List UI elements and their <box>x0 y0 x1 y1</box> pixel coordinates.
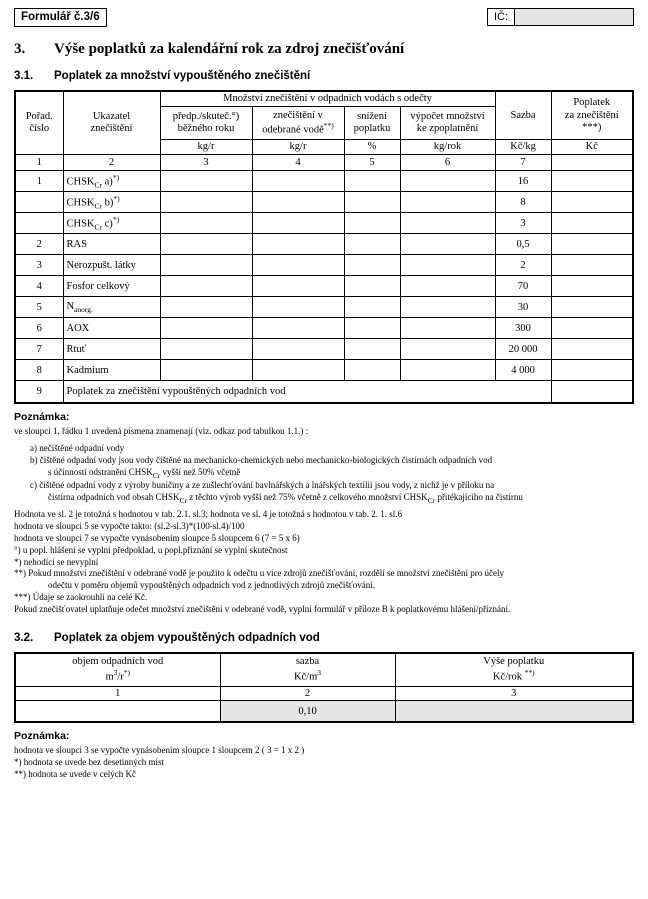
section-32-number: 3.2. <box>14 631 34 644</box>
cell-predpoklad[interactable] <box>160 276 252 297</box>
ico-box <box>487 8 634 26</box>
note-1-title: Poznámka: <box>14 411 70 424</box>
cell-predpoklad[interactable] <box>160 255 252 276</box>
cell-vypocet[interactable] <box>400 297 495 318</box>
cell-sazba-volume: 0,10 <box>220 700 395 722</box>
colnum-2: 2 <box>220 686 395 700</box>
cell-odebrana[interactable] <box>252 360 344 381</box>
cell-odebrana[interactable] <box>252 213 344 234</box>
row-index: 3 <box>15 255 63 276</box>
cell-snizeni[interactable] <box>344 360 400 381</box>
header-vyse-poplatku: Výše poplatku Kč/rok **) <box>395 653 633 687</box>
header-poradi: Pořad. číslo <box>15 91 63 155</box>
cell-poplatek[interactable] <box>551 255 633 276</box>
volume-header-row <box>15 653 633 687</box>
cell-sazba: 16 <box>495 171 551 192</box>
cell-odebrana[interactable] <box>252 339 344 360</box>
cell-vypocet[interactable] <box>400 213 495 234</box>
table-row <box>15 318 633 339</box>
unit-kckg: Kč/kg <box>495 140 551 155</box>
colnum-3: 3 <box>160 155 252 171</box>
note-line: °) u popl. hlášení se vyplní předpoklad, u popl.přiznání se vyplní skutečnost <box>14 544 288 555</box>
pollution-fee-table <box>14 90 634 404</box>
row-index <box>15 192 63 213</box>
cell-poplatek[interactable] <box>551 192 633 213</box>
form-id-badge: Formulář č.3/6 <box>14 8 107 27</box>
colnum-8 <box>551 155 633 171</box>
row-name: RAS <box>63 234 160 255</box>
cell-poplatek[interactable] <box>551 339 633 360</box>
row-name: $N_{anorg.}$ <box>63 297 160 318</box>
note-1-body <box>14 426 634 616</box>
cell-predpoklad[interactable] <box>160 234 252 255</box>
volume-fee-table <box>14 652 634 724</box>
cell-odebrana[interactable] <box>252 255 344 276</box>
note-line: **) Pokud množství znečištění v odebrané vodě je použito k odečtu u více zdrojů znečišťování, rozdělí se množství znečištění pro účely <box>14 568 504 579</box>
row-name: AOX <box>63 318 160 339</box>
cell-sazba: 70 <box>495 276 551 297</box>
section-31-title: Poplatek za množství vypouštěného znečištění <box>54 70 311 82</box>
header-snizeni: snížení poplatku <box>344 107 400 140</box>
unit-kgr-2: kg/r <box>252 140 344 155</box>
row-name: Kadmium <box>63 360 160 381</box>
table-row <box>15 276 633 297</box>
colnum-2: 2 <box>63 155 160 171</box>
table-row <box>15 171 633 192</box>
cell-vypocet[interactable] <box>400 255 495 276</box>
cell-vypocet[interactable] <box>400 318 495 339</box>
cell-odebrana[interactable] <box>252 192 344 213</box>
table-row <box>15 360 633 381</box>
ico-label: IČ: <box>488 9 515 25</box>
colnum-1: 1 <box>15 155 63 171</box>
note-line: ***) Údaje se zaokrouhlí na celé Kč. <box>14 592 148 603</box>
colnum-6: 6 <box>400 155 495 171</box>
note-line: ve sloupci 1, řádku 1 uvedená písmena znamenají (viz. odkaz pod tabulkou 1.1.) : <box>14 426 309 437</box>
cell-sazba: 30 <box>495 297 551 318</box>
row-index: 5 <box>15 297 63 318</box>
cell-sazba: 2 <box>495 255 551 276</box>
cell-vypocet[interactable] <box>400 234 495 255</box>
cell-predpoklad[interactable] <box>160 297 252 318</box>
colnum-1: 1 <box>15 686 220 700</box>
cell-predpoklad[interactable] <box>160 192 252 213</box>
cell-predpoklad[interactable] <box>160 339 252 360</box>
header-vypocet: výpočet množství ke zpoplatnění <box>400 107 495 140</box>
table-row <box>15 213 633 234</box>
row-index: 2 <box>15 234 63 255</box>
colnum-5: 5 <box>344 155 400 171</box>
table-row <box>15 234 633 255</box>
cell-vyse-poplatku[interactable] <box>395 700 633 722</box>
note-line: b) čištěné odpadní vody jsou vody čištěné na mechanicko-chemických nebo mechanicko-biologických čistírnách odpadních vod <box>30 454 493 465</box>
table-row <box>15 255 633 276</box>
header-ukazatel: Ukazatel znečištění <box>63 91 160 155</box>
note-line: **) hodnota se uvede v celých Kč <box>14 769 136 780</box>
cell-snizeni[interactable] <box>344 213 400 234</box>
note-line: čistírna odpadních vod obsah $CHSK_{Cr}$ z těchto výrob vyšší než 75% včetně z celkového množství $CHSK_{Cr}$ přitékajícího na čistírnu <box>48 492 523 506</box>
note-line: *) nehodící se nevyplní <box>14 556 99 567</box>
row-name: Nerozpušt. látky <box>63 255 160 276</box>
cell-vypocet[interactable] <box>400 360 495 381</box>
note-2-body <box>14 745 634 781</box>
row-name: Rtuť <box>63 339 160 360</box>
row-index: 8 <box>15 360 63 381</box>
cell-predpoklad[interactable] <box>160 171 252 192</box>
cell-snizeni[interactable] <box>344 255 400 276</box>
header-predpoklad: předp./skuteč.°) běžného roku <box>160 107 252 140</box>
colnum-4: 4 <box>252 155 344 171</box>
row-name: $CHSK_{Cr}$ c)*) <box>63 213 160 234</box>
row-name: $CHSK_{Cr}$ b)*) <box>63 192 160 213</box>
summary-value[interactable] <box>551 381 633 404</box>
summary-index: 9 <box>15 381 63 404</box>
cell-snizeni[interactable] <box>344 171 400 192</box>
section-32-title: Poplatek za objem vypouštěných odpadních vod <box>54 631 320 644</box>
cell-sazba: 3 <box>495 213 551 234</box>
note-2-title: Poznámka: <box>14 730 70 743</box>
table-row <box>15 192 633 213</box>
note-line: *) hodnota se uvede bez desetinných míst <box>14 757 164 768</box>
cell-predpoklad[interactable] <box>160 360 252 381</box>
cell-snizeni[interactable] <box>344 318 400 339</box>
row-index: 7 <box>15 339 63 360</box>
section-31-heading <box>14 70 634 82</box>
header-znecisteni-odebrane: znečištění v odebrané vodě**) <box>252 107 344 140</box>
ico-input[interactable] <box>515 9 633 25</box>
cell-sazba: 20 000 <box>495 339 551 360</box>
section-31-number: 3.1. <box>14 70 34 82</box>
cell-objem[interactable] <box>15 700 220 722</box>
cell-sazba: 300 <box>495 318 551 339</box>
cell-sazba: 8 <box>495 192 551 213</box>
cell-odebrana[interactable] <box>252 297 344 318</box>
volume-column-numbers-row <box>15 686 633 700</box>
cell-poplatek[interactable] <box>551 276 633 297</box>
cell-poplatek[interactable] <box>551 360 633 381</box>
unit-kgrok: kg/rok <box>400 140 495 155</box>
row-name: $CHSK_{Cr}$ a)*) <box>63 171 160 192</box>
cell-poplatek[interactable] <box>551 171 633 192</box>
cell-sazba: 4 000 <box>495 360 551 381</box>
note-line: hodnota ve sloupci 7 se vypočte vynásobením sloupce 5 sloupcem 6 (7 = 5 x 6) <box>14 532 300 543</box>
note-line: hodnota ve sloupci 5 se vypočte takto: (sl.2-sl.3)*(100-sl.4)/100 <box>14 520 245 531</box>
note-line: c) čištěné odpadní vody z výroby buničiny a ze zušlechťování bavlnářských a lnářských textilií jsou vody, z nichž je v příloku na <box>30 480 495 491</box>
cell-snizeni[interactable] <box>344 192 400 213</box>
note-line: odečtu v poměru objemů vypouštěných odpadních vod z jednotlivých zdrojů znečišťování. <box>48 580 376 591</box>
row-index: 4 <box>15 276 63 297</box>
note-line: Hodnota ve sl. 2 je totožná s hodnotou v tab. 2.1. sl.3; hodnota ve sl. 4 je totožná s hodnotou v tab. 2. 1. sl.6 <box>14 509 402 519</box>
note-line: a) nečištěné odpadní vody <box>30 443 125 453</box>
cell-snizeni[interactable] <box>344 339 400 360</box>
row-index <box>15 213 63 234</box>
header-poplatek: Poplatek za znečištění ***) <box>551 91 633 140</box>
header-objem: objem odpadních vod $m^3/r^{*)}$ <box>15 653 220 687</box>
table-row <box>15 297 633 318</box>
table-row <box>15 339 633 360</box>
unit-percent: % <box>344 140 400 155</box>
cell-poplatek[interactable] <box>551 297 633 318</box>
header-sazba-volume: sazba $Kč/m^3$ <box>220 653 395 687</box>
cell-snizeni[interactable] <box>344 297 400 318</box>
cell-poplatek[interactable] <box>551 318 633 339</box>
cell-vypocet[interactable] <box>400 171 495 192</box>
row-name: Fosfor celkový <box>63 276 160 297</box>
unit-kc: Kč <box>551 140 633 155</box>
note-line: hodnota ve sloupci 3 se vypočte vynásobením sloupce 1 sloupcem 2 ( 3 = 1 x 2 ) <box>14 745 305 756</box>
cell-predpoklad[interactable] <box>160 318 252 339</box>
section-3-number: 3. <box>14 41 26 57</box>
cell-odebrana[interactable] <box>252 318 344 339</box>
colnum-3: 3 <box>395 686 633 700</box>
summary-row <box>15 381 633 404</box>
colnum-7: 7 <box>495 155 551 171</box>
section-32-heading <box>14 632 634 644</box>
cell-poplatek[interactable] <box>551 213 633 234</box>
note-line: s účinností odstranění $CHSK_{Cr}$ vyšší než 50% včetně <box>48 466 241 480</box>
table-column-numbers-row <box>15 155 633 171</box>
section-3-heading <box>14 41 634 58</box>
cell-snizeni[interactable] <box>344 234 400 255</box>
cell-vypocet[interactable] <box>400 339 495 360</box>
row-index: 6 <box>15 318 63 339</box>
cell-sazba: 0,5 <box>495 234 551 255</box>
cell-odebrana[interactable] <box>252 276 344 297</box>
header-row <box>14 8 634 27</box>
cell-vypocet[interactable] <box>400 276 495 297</box>
unit-kgr-1: kg/r <box>160 140 252 155</box>
section-3-title: Výše poplatků za kalendářní rok za zdroj znečišťování <box>54 41 405 57</box>
cell-predpoklad[interactable] <box>160 213 252 234</box>
header-group-main: Množství znečištění v odpadních vodách s odečty <box>160 91 495 107</box>
summary-label: Poplatek za znečištění vypouštěných odpadních vod <box>63 381 551 404</box>
header-sazba: Sazba <box>495 91 551 140</box>
cell-odebrana[interactable] <box>252 234 344 255</box>
cell-snizeni[interactable] <box>344 276 400 297</box>
row-index: 1 <box>15 171 63 192</box>
cell-poplatek[interactable] <box>551 234 633 255</box>
note-line: Pokud znečišťovatel uplatňuje odečet množství znečištění v odebrané vodě, vyplní formulář v příloze B k poplatkovému hlášení/přiznání. <box>14 604 511 614</box>
volume-values-row <box>15 700 633 722</box>
cell-odebrana[interactable] <box>252 171 344 192</box>
cell-vypocet[interactable] <box>400 192 495 213</box>
table-header-row-1 <box>15 91 633 107</box>
